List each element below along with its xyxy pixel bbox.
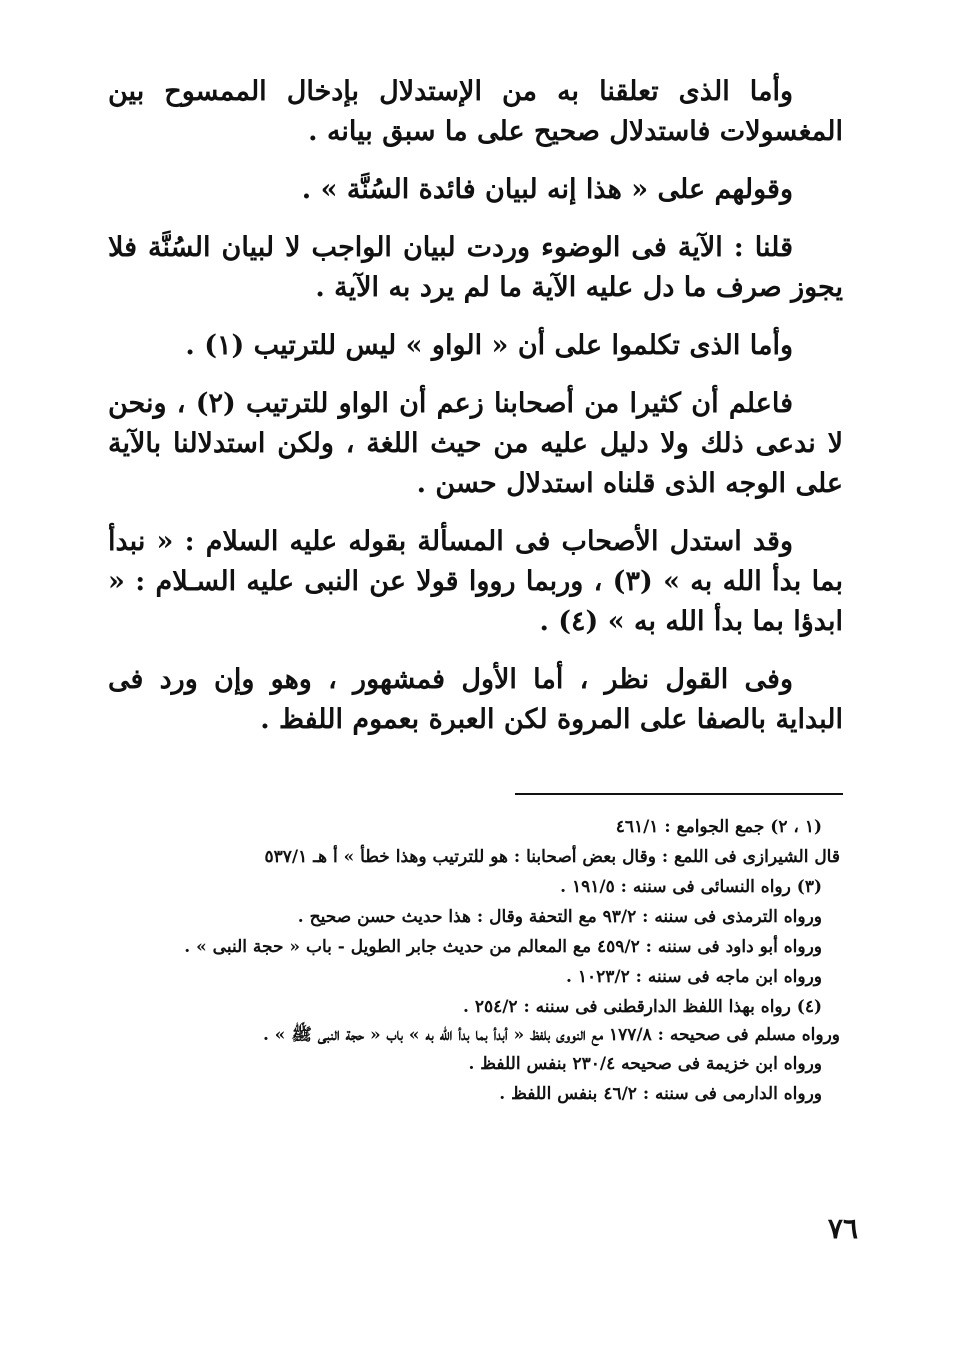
paragraph: فاعلم أن كثيرا من أصحابنا زعم أن الواو للترتيب (٢) ، ونحن لا ندعى ذلك ولا دليل عليه من حيث اللغة ، ولكن استدلالنا بالآية على الوجه الذى قلناه استدلال حسن . bbox=[108, 388, 843, 499]
footnotes bbox=[140, 812, 840, 1109]
page-number: ٧٦ bbox=[827, 1212, 858, 1245]
footnote: ورواه الترمذى فى سننه : ٩٣/٢ مع التحفة وقال : هذا حديث حسن صحيح . bbox=[297, 907, 822, 927]
main-text bbox=[108, 72, 843, 758]
footnote: ورواه مسلم فى صحيحه : ١٧٧/٨ مع النووى بلفظ « أبدأ بما بدأ الله به » باب « حجة النبى ﷺ » . bbox=[262, 1025, 840, 1045]
footnote: (١ ، ٢) جمع الجوامع : ٤٦١/١ bbox=[615, 817, 822, 837]
footnote: ورواه ابن خزيمة فى صحيحه ٢٣٠/٤ بنفس اللفظ . bbox=[468, 1054, 822, 1074]
paragraph: وأما الذى تكلموا على أن « الواو » ليس للترتيب (١) . bbox=[185, 330, 793, 361]
footnote: ورواه أبو داود فى سننه : ٤٥٩/٢ مع المعالم من حديث جابر الطويل - باب « حجة النبى » . bbox=[184, 937, 822, 957]
footnote: قال الشيرازى فى اللمع : وقال بعض أصحابنا : هو للترتيب وهذا خطأ » أ هـ ٥٣٧/١ bbox=[264, 847, 840, 867]
footnote-divider bbox=[515, 793, 843, 795]
paragraph: وفى القول نظر ، أما الأول فمشهور ، وهو وإن ورد فى البداية بالصفا على المروة لكن العبرة بعموم اللفظ . bbox=[108, 664, 843, 735]
paragraph: وقولهم على « هذا إنه لبيان فائدة السُنَّة » . bbox=[301, 174, 793, 205]
footnote: (٣) رواه النسائى فى سننه : ١٩١/٥ . bbox=[560, 877, 822, 897]
footnote: ورواه ابن ماجه فى سننه : ١٠٢٣/٢ . bbox=[566, 967, 822, 987]
paragraph: قلنا : الآية فى الوضوء وردت لبيان الواجب لا لبيان السُنَّة فلا يجوز صرف ما دل عليه الآية ما لم يرد به الآية . bbox=[108, 232, 843, 303]
footnote: ورواه الدارمى فى سننه : ٤٦/٢ بنفس اللفظ . bbox=[499, 1084, 822, 1104]
paragraph: وقد استدل الأصحاب فى المسألة بقوله عليه السلام : « نبدأ بما بدأ الله به » (٣) ، وربما رووا قولا عن النبى عليه السـلام : « ابدؤا بما بدأ الله به » (٤) . bbox=[108, 526, 843, 637]
paragraph: وأما الذى تعلقنا به من الإستدلال بإدخال الممسوح بين المغسولات فاستدلال صحيح على ما سبق بيانه . bbox=[108, 76, 843, 147]
footnote: (٤) رواه بهذا اللفظ الدارقطنى فى سننه : ٢٥٤/٢ . bbox=[462, 997, 822, 1017]
